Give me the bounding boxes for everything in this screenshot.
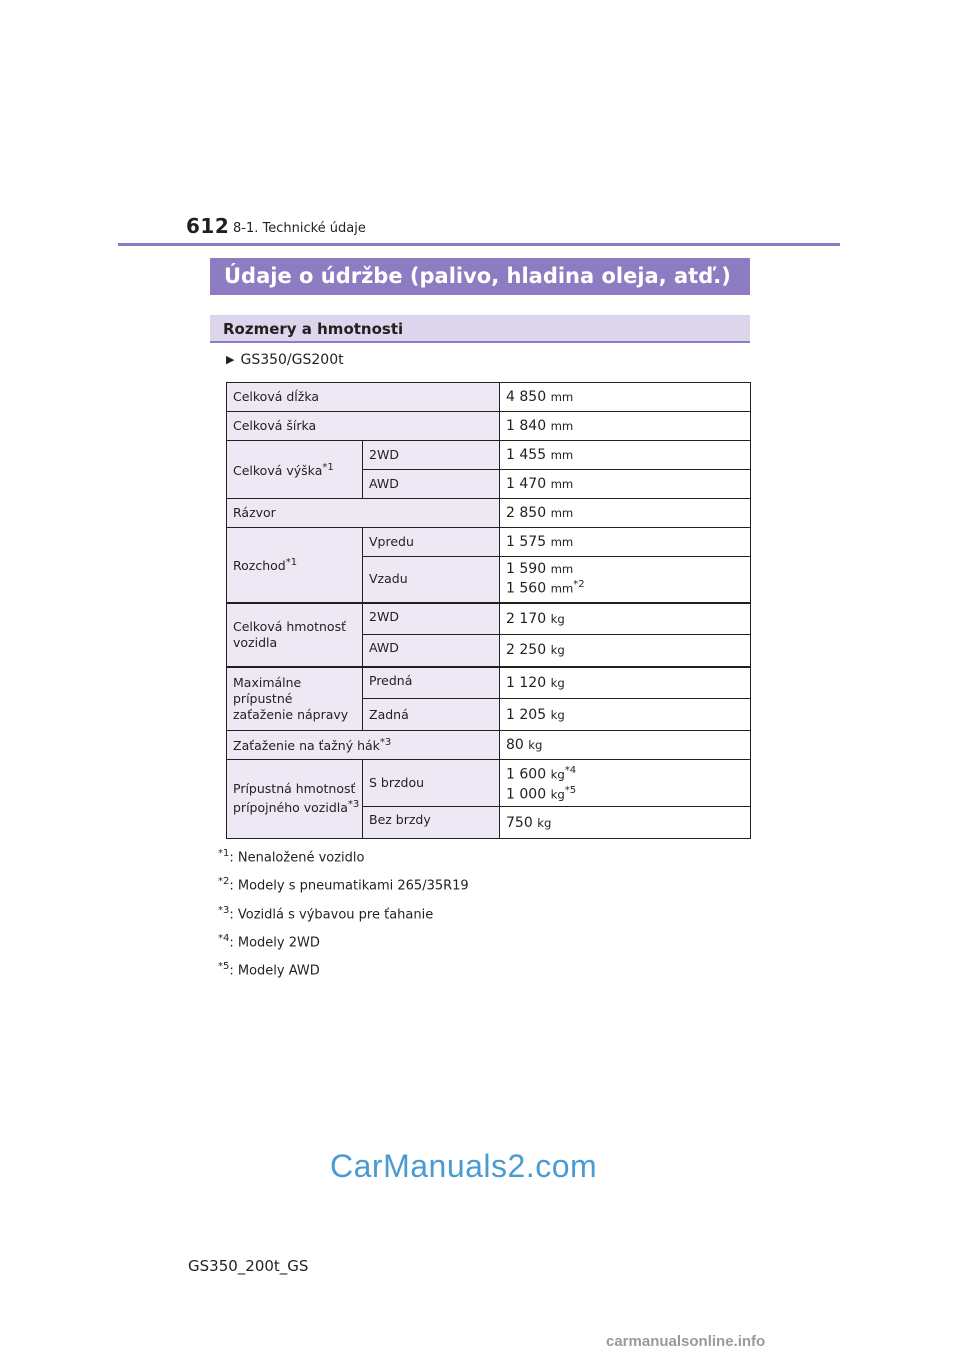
spec-value: 1 590 mm 1 560 $mm^{*2}$ <box>500 557 751 603</box>
sub-title: Rozmery a hmotnosti <box>210 315 750 343</box>
table-row <box>227 731 751 760</box>
table-row <box>227 603 751 635</box>
spec-sublabel: Vzadu <box>363 557 500 603</box>
footnote-ref: *2 <box>573 579 585 591</box>
footnote-item: $^{*2}$: Modely s pneumatikami 265/35R19 <box>218 876 469 894</box>
spec-sublabel: Zadná <box>363 699 500 731</box>
footer-code: GS350_200t_GS <box>188 1257 309 1275</box>
spec-value: 1 840 mm <box>500 412 751 441</box>
footnote-ref: *1 <box>285 557 298 569</box>
spec-sublabel: AWD <box>363 470 500 499</box>
spec-value: 1 205 kg <box>500 699 751 731</box>
spec-label: Celková šírka <box>227 412 500 441</box>
spec-value: 4 850 mm <box>500 383 751 412</box>
triangle-arrow-icon: ▶ <box>226 353 235 366</box>
footnote-item: $^{*5}$: Modely AWD <box>218 961 320 979</box>
spec-sublabel: S brzdou <box>363 760 500 807</box>
table-row <box>227 412 751 441</box>
watermark: CarManuals2.com <box>330 1148 598 1184</box>
footnote-ref: *3 <box>347 799 360 811</box>
footnotes <box>218 842 469 984</box>
model-name: GS350/GS200t <box>240 352 344 368</box>
spec-value: 1 455 mm <box>500 441 751 470</box>
spec-value: 2 850 mm <box>500 499 751 528</box>
table-row <box>227 528 751 557</box>
page-number: 612 <box>186 214 230 238</box>
model-line <box>226 352 344 368</box>
main-title: Údaje o údržbe (palivo, hladina oleja, atď.) <box>210 258 750 295</box>
spec-value: 1 470 mm <box>500 470 751 499</box>
footnote-item: $^{*1}$: Nenaložené vozidlo <box>218 848 365 866</box>
spec-label: Celková dĺžka <box>227 383 500 412</box>
spec-sublabel: Bez brzdy <box>363 807 500 839</box>
footnote-item: $^{*3}$: Vozidlá s výbavou pre ťahanie <box>218 904 434 922</box>
spec-sublabel: Vpredu <box>363 528 500 557</box>
header-rule <box>118 243 840 246</box>
spec-value: 750 kg <box>500 807 751 839</box>
spec-label: Celková hmotnosť vozidla <box>227 603 363 667</box>
footnote-ref: *1 <box>322 461 334 473</box>
spec-value: 2 250 kg <box>500 635 751 667</box>
spec-value: 1 575 mm <box>500 528 751 557</box>
spec-sublabel: Predná <box>363 667 500 699</box>
footnote-ref: *5 <box>564 785 577 796</box>
table-row <box>227 441 751 470</box>
spec-value: 80 kg <box>500 731 751 760</box>
site-watermark: carmanualsonline.info <box>606 1333 766 1350</box>
spec-label: Rázvor <box>227 499 500 528</box>
footnote-item: $^{*4}$: Modely 2WD <box>218 932 320 951</box>
footnote-ref: *4 <box>564 765 577 777</box>
table-row <box>227 383 751 412</box>
table-row <box>227 667 751 699</box>
footnote-ref: *3 <box>379 737 392 749</box>
spec-label: Maximálne prípustné zaťaženie nápravy <box>227 667 363 731</box>
spec-sublabel: 2WD <box>363 441 500 470</box>
spec-value: 1 120 kg <box>500 667 751 699</box>
spec-table <box>226 382 751 839</box>
spec-label: Rozchod$^{*1}$ <box>227 528 363 603</box>
table-row <box>227 760 751 807</box>
spec-value: 1 600 $kg^{*4}$ 1 000 $kg^{*5}$ <box>500 760 751 807</box>
spec-label: Zaťaženie na ťažný hák$^{*3}$ <box>227 731 500 760</box>
section-label: 8-1. Technické údaje <box>233 221 366 236</box>
spec-label: Celková výška$^{*1}$ <box>227 441 363 499</box>
spec-sublabel: 2WD <box>363 603 500 635</box>
spec-label: Prípustná hmotnosť prípojného vozidla$^{*3}$ <box>227 760 363 839</box>
table-row <box>227 499 751 528</box>
spec-sublabel: AWD <box>363 635 500 667</box>
spec-value: 2 170 kg <box>500 603 751 635</box>
